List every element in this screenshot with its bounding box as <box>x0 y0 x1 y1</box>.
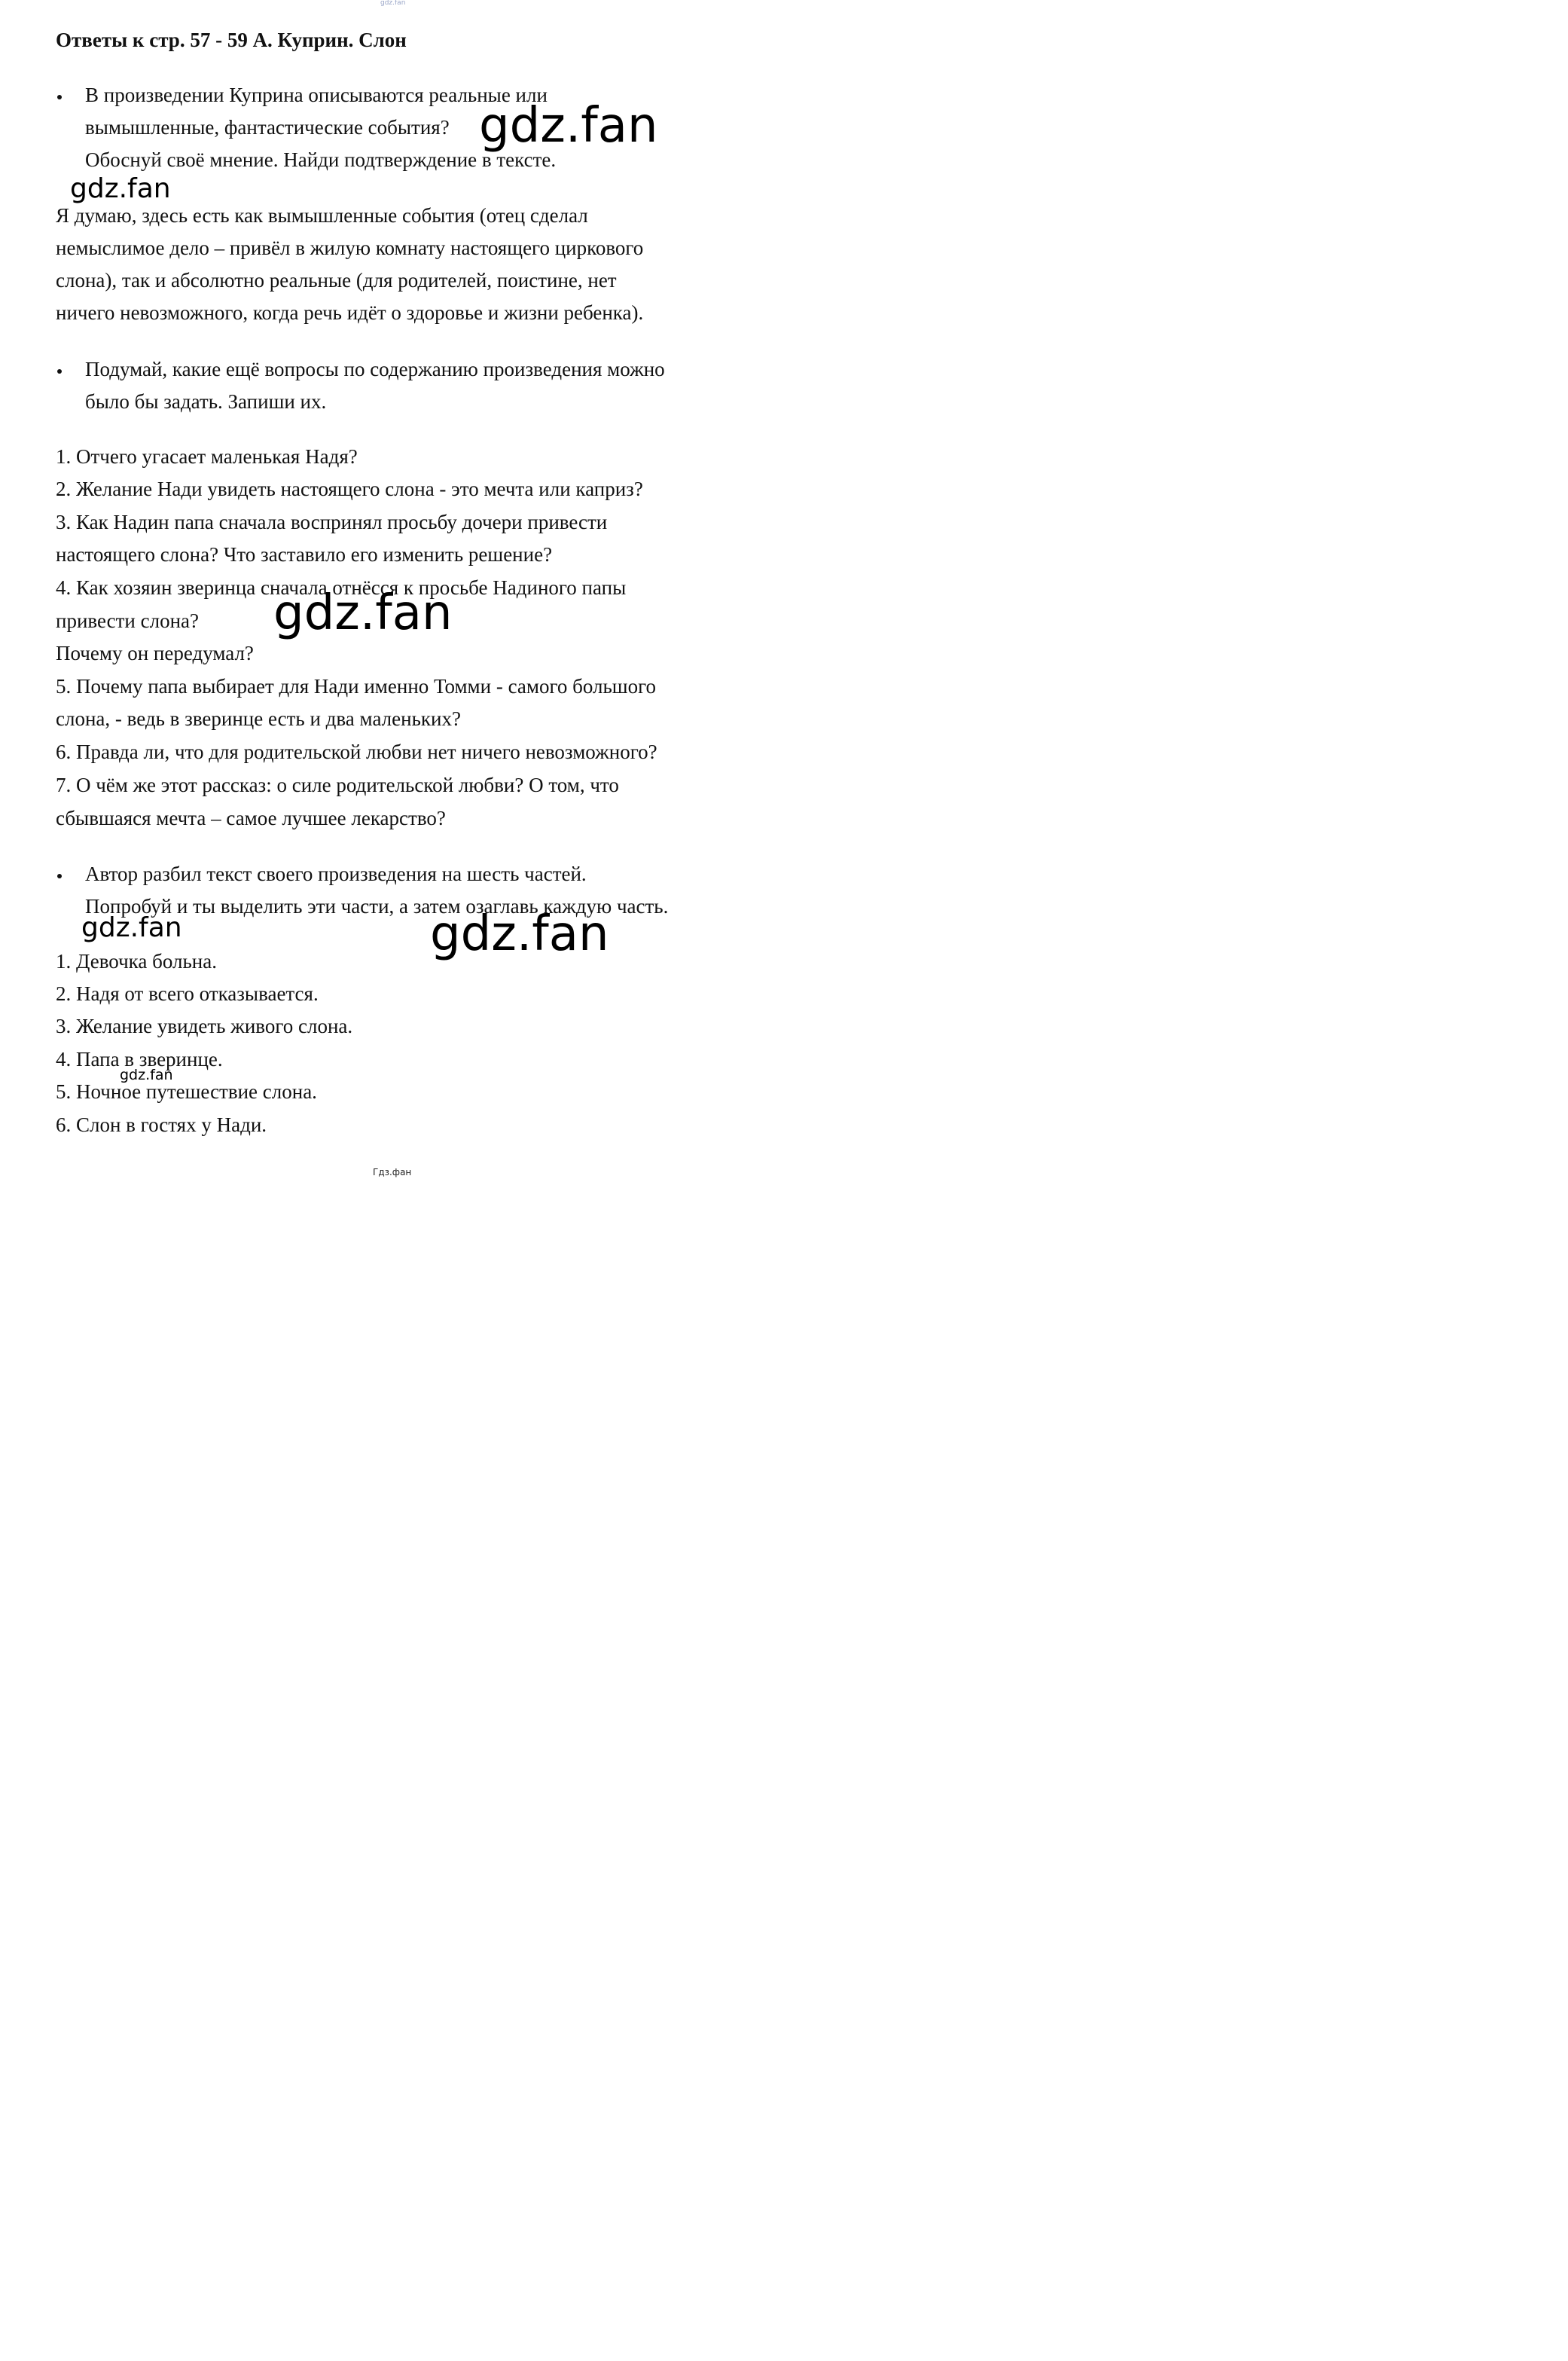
question-1-line: В произведении Куприна описываются реальные или <box>85 84 548 106</box>
answer-2-line: 7. О чём же этот рассказ: о силе родительской любви? О том, что <box>56 774 619 796</box>
question-3-line: Попробуй и ты выделить эти части, а затем озаглавь каждую часть. <box>85 895 669 918</box>
bullet-icon <box>57 95 62 99</box>
answer-2-line: 1. Отчего угасает маленькая Надя? <box>56 445 358 468</box>
question-3-line: Автор разбил текст своего произведения на шесть частей. <box>85 863 587 885</box>
document-page <box>0 0 784 1181</box>
answer-3-line: 1. Девочка больна. <box>56 950 217 973</box>
watermark: gdz.fan <box>70 173 171 204</box>
question-1-line: вымышленные, фантастические события? <box>85 116 450 139</box>
answer-2-line: настоящего слона? Что заставило его изменить решение? <box>56 543 553 566</box>
question-1-line: Обоснуй своё мнение. Найди подтверждение в тексте. <box>85 148 557 171</box>
watermark: gdz.fan <box>430 906 609 962</box>
question-2-line: Подумай, какие ещё вопросы по содержанию произведения можно <box>85 358 665 380</box>
answer-2-line: сбывшаяся мечта – самое лучшее лекарство? <box>56 807 446 829</box>
answer-2-line: слона, - ведь в зверинце есть и два маленьких? <box>56 707 461 730</box>
answer-3-line: 4. Папа в зверинце. <box>56 1048 223 1071</box>
watermark: gdz.fan <box>273 585 453 641</box>
answer-1-line: ничего невозможного, когда речь идёт о здоровье и жизни ребенка). <box>56 301 644 324</box>
answer-3-line: 6. Слон в гостях у Нади. <box>56 1113 267 1136</box>
watermark-top: gdz.fan <box>380 0 406 7</box>
answer-2-line: 5. Почему папа выбирает для Нади именно Томми - самого большого <box>56 675 656 698</box>
answer-2-line: 2. Желание Нади увидеть настоящего слона - это мечта или каприз? <box>56 478 643 500</box>
page-title: Ответы к стр. 57 - 59 А. Куприн. Слон <box>56 29 407 51</box>
watermark: gdz.fan <box>81 912 182 943</box>
answer-1-line: немыслимое дело – привёл в жилую комнату настоящего циркового <box>56 237 644 259</box>
answer-2-line: 3. Как Надин папа сначала воспринял просьбу дочери привести <box>56 511 608 533</box>
answer-2-line: Почему он передумал? <box>56 642 254 664</box>
question-2-line: было бы задать. Запиши их. <box>85 390 327 413</box>
watermark: gdz.fan <box>120 1067 173 1083</box>
answer-1-line: Я думаю, здесь есть как вымышленные события (отец сделал <box>56 204 588 227</box>
watermark: gdz.fan <box>479 98 658 154</box>
bullet-icon <box>57 369 62 374</box>
answer-3-line: 5. Ночное путешествие слона. <box>56 1080 317 1103</box>
bullet-icon <box>57 874 62 878</box>
page-footer: Гдз.фан <box>373 1167 412 1177</box>
answer-3-line: 3. Желание увидеть живого слона. <box>56 1015 353 1037</box>
answer-2-line: привести слона? <box>56 609 200 632</box>
answer-3-line: 2. Надя от всего отказывается. <box>56 982 319 1005</box>
answer-2-line: 6. Правда ли, что для родительской любви нет ничего невозможного? <box>56 741 657 763</box>
answer-1-line: слона), так и абсолютно реальные (для родителей, поистине, нет <box>56 269 617 292</box>
answer-2-line: 4. Как хозяин зверинца сначала отнёсся к просьбе Надиного папы <box>56 576 627 599</box>
